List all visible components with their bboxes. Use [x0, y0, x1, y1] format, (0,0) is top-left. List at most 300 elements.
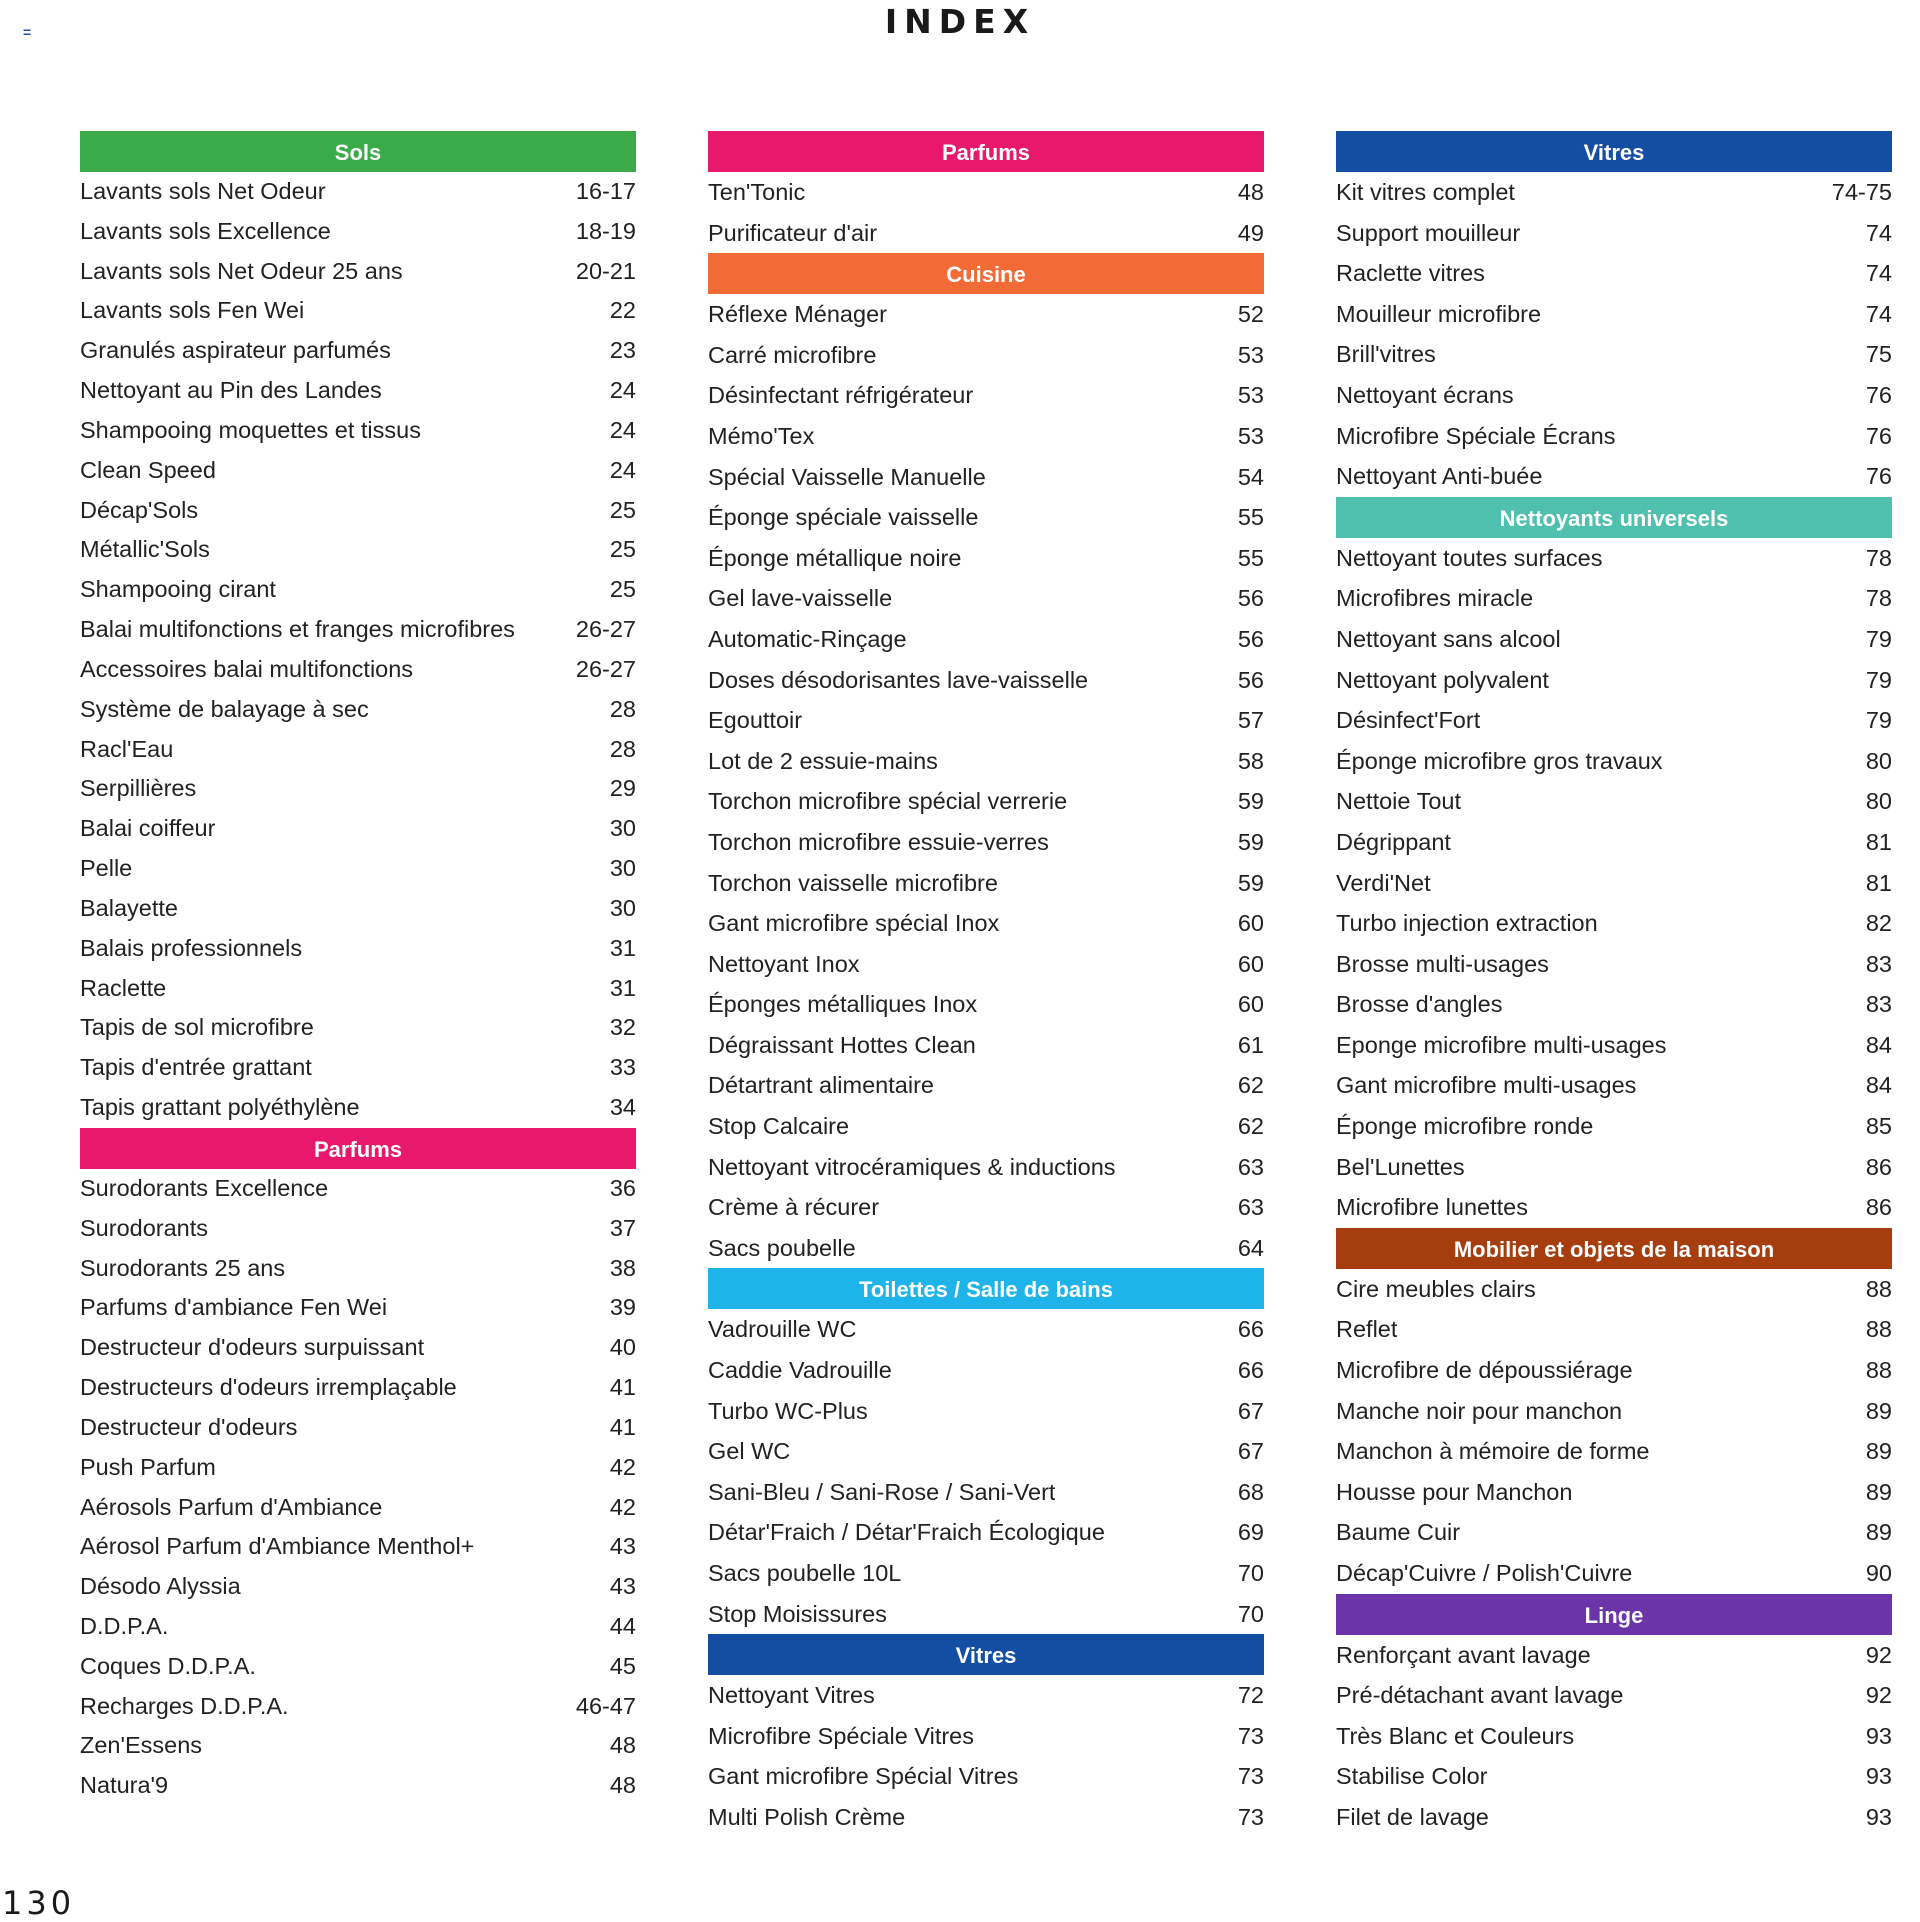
index-entry [1336, 253, 1892, 294]
entry-page: 93 [1865, 1763, 1892, 1790]
entry-page: 81 [1865, 869, 1892, 896]
entry-page: 29 [609, 775, 636, 802]
index-entry [1336, 660, 1892, 701]
index-entry [1336, 1269, 1892, 1310]
index-entry [1336, 1675, 1892, 1716]
index-entry [1336, 1065, 1892, 1106]
entry-name: Clean Speed [80, 456, 216, 483]
entry-page: 67 [1237, 1438, 1264, 1465]
index-entry [1336, 1391, 1892, 1432]
entry-page: 24 [609, 377, 636, 404]
index-entry [1336, 1187, 1892, 1228]
entry-name: Manche noir pour manchon [1336, 1397, 1623, 1424]
index-entry [1336, 334, 1892, 375]
entry-name: Aérosols Parfum d'Ambiance [80, 1493, 383, 1520]
entry-name: Stop Moisissures [708, 1600, 887, 1627]
entry-name: Eponge microfibre multi-usages [1336, 1031, 1667, 1058]
entry-name: Gant microfibre multi-usages [1336, 1072, 1637, 1099]
index-entry [80, 849, 636, 889]
index-entry [80, 371, 636, 411]
index-entry [80, 1567, 636, 1607]
entry-page: 60 [1237, 910, 1264, 937]
index-entry [708, 660, 1264, 701]
entry-name: Brill'vitres [1336, 341, 1436, 368]
entry-page: 41 [609, 1374, 636, 1401]
section-header: Vitres [1336, 131, 1892, 172]
index-entry [80, 1687, 636, 1727]
entry-page: 92 [1865, 1641, 1892, 1668]
entry-name: Stabilise Color [1336, 1763, 1488, 1790]
index-entry [708, 1228, 1264, 1269]
index-entry [1336, 984, 1892, 1025]
index-entry [80, 1288, 636, 1328]
index-entry [708, 1147, 1264, 1188]
entry-name: Sacs poubelle [708, 1234, 856, 1261]
index-entry [1336, 213, 1892, 254]
index-entry [1336, 456, 1892, 497]
entry-page: 84 [1865, 1031, 1892, 1058]
entry-page: 80 [1865, 788, 1892, 815]
entry-name: Dégrippant [1336, 828, 1451, 855]
section-header: Sols [80, 131, 636, 172]
entry-name: Lot de 2 essuie-mains [708, 747, 938, 774]
entry-page: 53 [1237, 341, 1264, 368]
entry-page: 42 [609, 1493, 636, 1520]
entry-page: 64 [1237, 1234, 1264, 1261]
index-entry [708, 619, 1264, 660]
entry-name: Destructeur d'odeurs surpuissant [80, 1334, 425, 1361]
entry-name: Éponge métallique noire [708, 544, 962, 571]
entry-name: Balai coiffeur [80, 815, 216, 842]
entry-page: 30 [609, 894, 636, 921]
entry-name: Microfibre de dépoussiérage [1336, 1357, 1633, 1384]
entry-page: 34 [609, 1094, 636, 1121]
index-entry [80, 570, 636, 610]
entry-page: 28 [609, 695, 636, 722]
entry-name: Sacs poubelle 10L [708, 1560, 902, 1586]
entry-name: Mouilleur microfibre [1336, 300, 1542, 327]
entry-name: Gant microfibre spécial Inox [708, 910, 1000, 937]
entry-page: 32 [609, 1014, 636, 1041]
entry-name: Accessoires balai multifonctions [80, 655, 414, 682]
index-entry [1336, 538, 1892, 579]
index-entry [80, 212, 636, 252]
entry-page: 31 [609, 934, 636, 961]
entry-name: Tapis d'entrée grattant [80, 1054, 312, 1081]
entry-name: Egouttoir [708, 707, 803, 734]
entry-page: 40 [609, 1334, 636, 1361]
entry-name: Nettoyant polyvalent [1336, 666, 1549, 693]
index-entry [708, 1431, 1264, 1472]
entry-name: Très Blanc et Couleurs [1336, 1722, 1575, 1749]
index-entry [708, 903, 1264, 944]
entry-page: 79 [1865, 625, 1892, 652]
entry-page: 22 [609, 297, 636, 324]
index-entry [708, 944, 1264, 985]
entry-page: 73 [1237, 1763, 1264, 1790]
entry-name: Parfums d'ambiance Fen Wei [80, 1294, 388, 1321]
entry-page: 63 [1237, 1194, 1264, 1221]
index-entry [80, 929, 636, 969]
index-entry [708, 1025, 1264, 1066]
index-entry [708, 457, 1264, 498]
entry-name: Support mouilleur [1336, 219, 1521, 246]
index-entry [80, 610, 636, 650]
entry-name: Multi Polish Crème [708, 1803, 906, 1830]
entry-page: 59 [1237, 869, 1264, 896]
entry-page: 74-75 [1831, 179, 1892, 205]
entry-page: 48 [609, 1732, 636, 1759]
index-entry [1336, 944, 1892, 985]
index-entry [708, 375, 1264, 416]
entry-name: Nettoyant sans alcool [1336, 625, 1561, 652]
index-entry [80, 1766, 636, 1806]
entry-name: Éponge microfibre gros travaux [1336, 747, 1663, 774]
index-entry [80, 650, 636, 690]
index-entry [708, 781, 1264, 822]
index-entry [708, 1106, 1264, 1147]
entry-name: Push Parfum [80, 1453, 216, 1480]
index-entry [1336, 578, 1892, 619]
entry-page: 61 [1237, 1031, 1264, 1058]
entry-page: 41 [609, 1413, 636, 1440]
entry-page: 42 [609, 1453, 636, 1480]
entry-page: 63 [1237, 1153, 1264, 1180]
index-entry [80, 1448, 636, 1488]
entry-name: Détar'Fraich / Détar'Fraich Écologique [708, 1519, 1105, 1546]
entry-page: 59 [1237, 828, 1264, 855]
entry-page: 39 [609, 1294, 636, 1321]
index-entry [1336, 1431, 1892, 1472]
entry-name: Nettoyant toutes surfaces [1336, 544, 1603, 571]
index-entry [708, 294, 1264, 335]
index-entry [1336, 700, 1892, 741]
index-entry [80, 889, 636, 929]
entry-name: Pelle [80, 855, 133, 882]
entry-page: 23 [609, 337, 636, 364]
entry-page: 66 [1237, 1357, 1264, 1384]
entry-page: 36 [609, 1174, 636, 1201]
entry-page: 62 [1237, 1072, 1264, 1099]
entry-page: 60 [1237, 991, 1264, 1018]
entry-page: 76 [1865, 381, 1892, 408]
entry-page: 44 [609, 1612, 636, 1639]
index-entry [80, 1209, 636, 1249]
entry-page: 83 [1865, 991, 1892, 1018]
index-entry [708, 416, 1264, 457]
entry-name: Kit vitres complet [1336, 179, 1515, 205]
entry-name: Balais professionnels [80, 934, 303, 961]
index-column-1 [80, 131, 636, 1806]
entry-name: Décap'Sols [80, 496, 199, 523]
entry-name: Nettoyant vitrocéramiques & inductions [708, 1153, 1116, 1180]
entry-name: Serpillières [80, 775, 197, 802]
index-entry [708, 984, 1264, 1025]
index-entry [708, 538, 1264, 579]
entry-name: Lavants sols Excellence [80, 217, 331, 244]
entry-page: 60 [1237, 950, 1264, 977]
index-entry [708, 1309, 1264, 1350]
entry-name: Mémo'Tex [708, 422, 815, 449]
entry-page: 76 [1865, 463, 1892, 490]
entry-page: 78 [1865, 544, 1892, 571]
entry-page: 89 [1865, 1478, 1892, 1505]
entry-name: Cire meubles clairs [1336, 1275, 1536, 1302]
index-entry [80, 530, 636, 570]
entry-name: Shampooing cirant [80, 576, 276, 603]
entry-name: Microfibres miracle [1336, 585, 1534, 612]
entry-page: 74 [1865, 300, 1892, 327]
entry-name: Shampooing moquettes et tissus [80, 416, 421, 443]
index-entry [80, 730, 636, 770]
index-entry [1336, 822, 1892, 863]
entry-name: Aérosol Parfum d'Ambiance Menthol+ [80, 1533, 475, 1560]
index-entry [80, 809, 636, 849]
index-entry [80, 1488, 636, 1528]
index-entry [1336, 1797, 1892, 1838]
entry-page: 84 [1865, 1072, 1892, 1099]
entry-page: 83 [1865, 950, 1892, 977]
entry-name: Spécial Vaisselle Manuelle [708, 463, 986, 490]
entry-page: 43 [609, 1533, 636, 1560]
entry-name: Recharges D.D.P.A. [80, 1692, 289, 1719]
entry-page: 67 [1237, 1397, 1264, 1424]
entry-name: Décap'Cuivre / Polish'Cuivre [1336, 1560, 1633, 1586]
index-entry [80, 1169, 636, 1209]
entry-page: 75 [1865, 341, 1892, 368]
index-entry [1336, 1472, 1892, 1513]
index-entry [1336, 781, 1892, 822]
index-entry [708, 1512, 1264, 1553]
entry-page: 70 [1237, 1560, 1264, 1586]
index-entry [708, 1594, 1264, 1635]
entry-page: 79 [1865, 707, 1892, 734]
entry-page: 86 [1865, 1153, 1892, 1180]
section-header: Linge [1336, 1594, 1892, 1635]
entry-name: Baume Cuir [1336, 1519, 1461, 1546]
entry-name: Éponges métalliques Inox [708, 991, 978, 1018]
entry-page: 55 [1237, 504, 1264, 531]
entry-name: Métallic'Sols [80, 536, 210, 563]
entry-page: 43 [609, 1573, 636, 1600]
index-entry [1336, 1309, 1892, 1350]
entry-name: Brosse multi-usages [1336, 950, 1549, 977]
entry-name: Carré microfibre [708, 341, 877, 368]
index-entry [80, 1088, 636, 1128]
index-entry [708, 1797, 1264, 1838]
entry-name: Vadrouille WC [708, 1316, 857, 1343]
entry-name: Doses désodorisantes lave-vaisselle [708, 666, 1089, 693]
entry-page: 93 [1865, 1803, 1892, 1830]
entry-name: Surodorants 25 ans [80, 1254, 286, 1281]
index-entry [1336, 1716, 1892, 1757]
index-entry [1336, 1512, 1892, 1553]
entry-page: 26-27 [575, 616, 636, 643]
entry-name: Surodorants [80, 1214, 209, 1241]
index-entry [1336, 375, 1892, 416]
index-entry [80, 172, 636, 212]
entry-name: Balayette [80, 894, 178, 921]
entry-name: Nettoyant au Pin des Landes [80, 377, 382, 404]
entry-name: Destructeurs d'odeurs irremplaçable [80, 1374, 457, 1401]
entry-page: 56 [1237, 585, 1264, 612]
entry-page: 53 [1237, 382, 1264, 409]
index-entry [80, 1607, 636, 1647]
entry-name: Raclette [80, 974, 167, 1001]
entry-name: Gant microfibre Spécial Vitres [708, 1763, 1019, 1790]
index-entry [708, 741, 1264, 782]
entry-name: Turbo injection extraction [1336, 910, 1598, 937]
entry-page: 38 [609, 1254, 636, 1281]
entry-name: Caddie Vadrouille [708, 1357, 892, 1384]
entry-page: 89 [1865, 1397, 1892, 1424]
index-column-2 [708, 131, 1264, 1838]
entry-name: Surodorants Excellence [80, 1174, 329, 1201]
entry-name: Reflet [1336, 1316, 1398, 1343]
entry-name: Éponge microfibre ronde [1336, 1113, 1594, 1140]
index-column-3 [1336, 131, 1892, 1838]
entry-page: 89 [1865, 1438, 1892, 1465]
index-entry [1336, 863, 1892, 904]
index-entry [80, 411, 636, 451]
entry-page: 66 [1237, 1316, 1264, 1343]
entry-name: Microfibre lunettes [1336, 1194, 1528, 1221]
index-entry [80, 1647, 636, 1687]
entry-name: Nettoyant Anti-buée [1336, 463, 1543, 490]
index-entry [80, 451, 636, 491]
entry-page: 73 [1237, 1722, 1264, 1749]
index-entry [1336, 1147, 1892, 1188]
entry-name: Torchon microfibre essuie-verres [708, 828, 1049, 855]
index-entry [708, 578, 1264, 619]
entry-page: 48 [609, 1772, 636, 1799]
entry-name: Zen'Essens [80, 1732, 203, 1759]
index-entry [80, 291, 636, 331]
entry-name: Granulés aspirateur parfumés [80, 337, 391, 364]
index-entry [708, 1472, 1264, 1513]
entry-name: Filet de lavage [1336, 1803, 1489, 1830]
index-entry [1336, 294, 1892, 335]
entry-name: Destructeur d'odeurs [80, 1413, 298, 1440]
index-entry [708, 1187, 1264, 1228]
index-entry [708, 1756, 1264, 1797]
entry-page: 26-27 [575, 655, 636, 682]
section-header: Vitres [708, 1634, 1264, 1675]
index-entry [1336, 1025, 1892, 1066]
section-header: Parfums [80, 1128, 636, 1169]
index-entry [80, 491, 636, 531]
entry-page: 31 [609, 974, 636, 1001]
index-entry [708, 822, 1264, 863]
index-entry [80, 1249, 636, 1289]
entry-name: Nettoyant Inox [708, 950, 860, 977]
entry-name: Bel'Lunettes [1336, 1153, 1465, 1180]
entry-page: 90 [1865, 1560, 1892, 1586]
entry-page: 28 [609, 735, 636, 762]
entry-page: 56 [1237, 625, 1264, 652]
entry-page: 72 [1237, 1682, 1264, 1709]
entry-name: Système de balayage à sec [80, 695, 369, 722]
index-entry [1336, 1756, 1892, 1797]
index-entry [80, 1048, 636, 1088]
entry-name: Tapis grattant polyéthylène [80, 1094, 360, 1121]
entry-name: Tapis de sol microfibre [80, 1014, 314, 1041]
index-entry [80, 1527, 636, 1567]
page-title: INDEX [884, 2, 1036, 41]
section-header: Cuisine [708, 253, 1264, 294]
entry-page: 20-21 [575, 257, 636, 284]
entry-name: Torchon vaisselle microfibre [708, 869, 998, 896]
entry-name: Stop Calcaire [708, 1113, 850, 1140]
index-entry [1336, 1350, 1892, 1391]
section-header: Parfums [708, 131, 1264, 172]
entry-page: 70 [1237, 1600, 1264, 1627]
entry-page: 25 [609, 536, 636, 563]
entry-page: 53 [1237, 422, 1264, 449]
index-entry [1336, 1635, 1892, 1676]
entry-name: Pré-détachant avant lavage [1336, 1682, 1624, 1709]
entry-page: 92 [1865, 1682, 1892, 1709]
index-entry [80, 769, 636, 809]
index-entry [80, 1368, 636, 1408]
section-header: Mobilier et objets de la maison [1336, 1228, 1892, 1269]
entry-name: Sani-Bleu / Sani-Rose / Sani-Vert [708, 1478, 1056, 1505]
entry-page: 59 [1237, 788, 1264, 815]
entry-page: 69 [1237, 1519, 1264, 1546]
entry-page: 37 [609, 1214, 636, 1241]
entry-name: D.D.P.A. [80, 1612, 169, 1639]
index-entry [80, 1008, 636, 1048]
entry-page: 16-17 [575, 178, 636, 204]
entry-page: 88 [1865, 1316, 1892, 1343]
entry-name: Brosse d'angles [1336, 991, 1503, 1018]
entry-page: 18-19 [575, 217, 636, 244]
index-entry [708, 700, 1264, 741]
index-entry [708, 1350, 1264, 1391]
entry-name: Nettoie Tout [1336, 788, 1461, 815]
entry-name: Manchon à mémoire de forme [1336, 1438, 1650, 1465]
entry-page: 93 [1865, 1722, 1892, 1749]
index-entry [708, 1065, 1264, 1106]
entry-page: 25 [609, 576, 636, 603]
entry-name: Balai multifonctions et franges microfibres [80, 616, 515, 643]
entry-name: Gel lave-vaisselle [708, 585, 893, 612]
index-entry [1336, 741, 1892, 782]
entry-name: Ten'Tonic [708, 179, 806, 205]
entry-page: 48 [1237, 179, 1264, 205]
entry-page: 74 [1865, 219, 1892, 246]
section-header: Nettoyants universels [1336, 497, 1892, 538]
index-entry [80, 1726, 636, 1766]
index-entry [708, 497, 1264, 538]
entry-name: Lavants sols Net Odeur [80, 178, 326, 204]
entry-name: Automatic-Rinçage [708, 625, 907, 652]
entry-name: Réflexe Ménager [708, 301, 887, 328]
index-entry [1336, 903, 1892, 944]
index-entry [80, 1408, 636, 1448]
index-entry [1336, 619, 1892, 660]
entry-name: Turbo WC-Plus [708, 1397, 868, 1424]
index-entry [708, 1391, 1264, 1432]
entry-page: 33 [609, 1054, 636, 1081]
entry-name: Purificateur d'air [708, 219, 878, 246]
entry-name: Désodo Alyssia [80, 1573, 241, 1600]
entry-page: 54 [1237, 463, 1264, 490]
index-entry [80, 969, 636, 1009]
entry-page: 88 [1865, 1275, 1892, 1302]
entry-page: 85 [1865, 1113, 1892, 1140]
entry-name: Microfibre Spéciale Écrans [1336, 422, 1616, 449]
